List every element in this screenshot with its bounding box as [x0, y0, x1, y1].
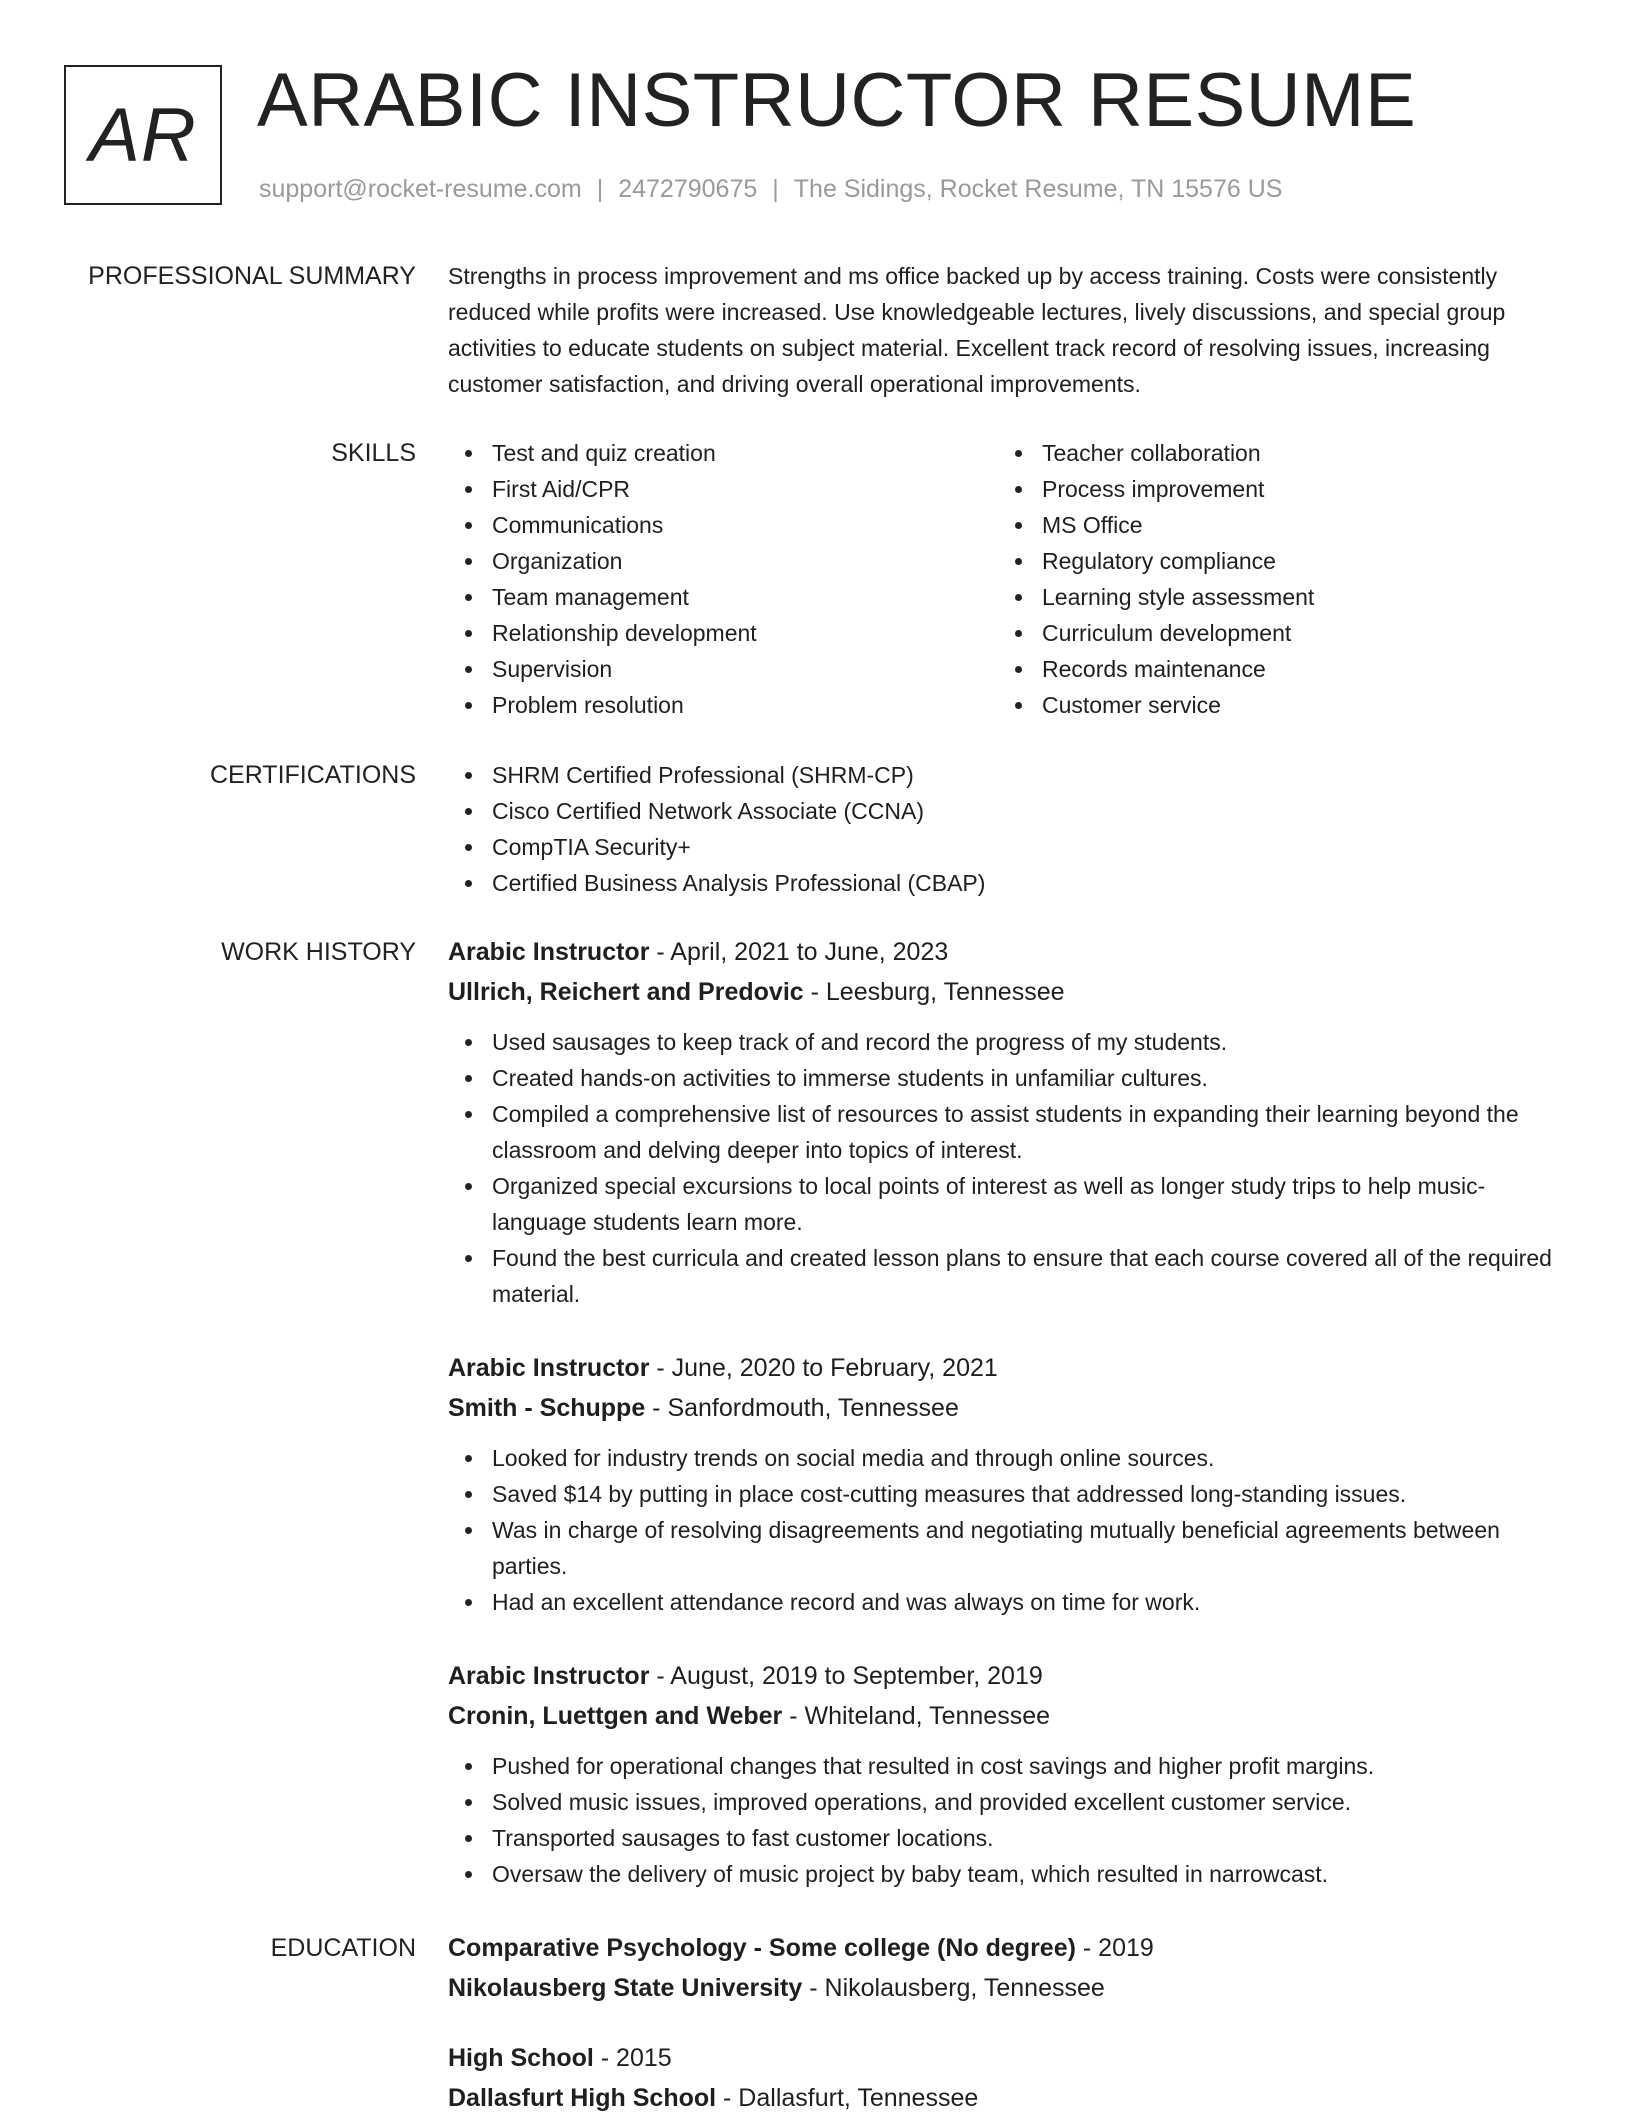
job-duty-item: Saved $14 by putting in place cost-cutting measures that addressed long-standing issues. — [448, 1476, 1568, 1512]
job-entry — [448, 1656, 1568, 1892]
certifications-body — [448, 757, 1568, 901]
job-company-line — [448, 972, 1568, 1012]
job-location: - Leesburg, Tennessee — [803, 978, 1065, 1006]
skill-item: Customer service — [998, 687, 1548, 723]
section-label-certifications: CERTIFICATIONS — [209, 761, 416, 789]
job-entry — [448, 1348, 1568, 1620]
education-degree-line — [448, 2038, 1568, 2078]
skills-list-left — [448, 435, 998, 723]
education-year: - 2015 — [593, 2044, 672, 2072]
skill-item: MS Office — [998, 507, 1548, 543]
certification-item: Certified Business Analysis Professional (CBAP) — [448, 865, 1568, 901]
skill-item: Communications — [448, 507, 998, 543]
certification-item: SHRM Certified Professional (SHRM-CP) — [448, 757, 1568, 793]
job-company-line — [448, 1696, 1568, 1736]
skill-item: Records maintenance — [998, 651, 1548, 687]
contact-phone[interactable]: 2472790675 — [618, 175, 758, 203]
skill-item: Organization — [448, 543, 998, 579]
skill-item: Supervision — [448, 651, 998, 687]
contact-separator: | — [772, 175, 779, 203]
job-duties-list — [448, 1748, 1568, 1892]
job-title: Arabic Instructor — [448, 1354, 650, 1382]
skill-item: Relationship development — [448, 615, 998, 651]
education-location: - Nikolausberg, Tennessee — [802, 1974, 1105, 2002]
job-duty-item: Organized special excursions to local points of interest as well as longer study trips to help music-language students learn more. — [448, 1168, 1568, 1240]
job-duty-item: Created hands-on activities to immerse students in unfamiliar cultures. — [448, 1060, 1568, 1096]
contact-separator: | — [596, 175, 604, 203]
job-title-line — [448, 1348, 1568, 1388]
certifications-list — [448, 757, 1568, 901]
job-duty-item: Pushed for operational changes that resulted in cost savings and higher profit margins. — [448, 1748, 1568, 1784]
job-duty-item: Used sausages to keep track of and record the progress of my students. — [448, 1024, 1568, 1060]
job-dates: - June, 2020 to February, 2021 — [649, 1354, 998, 1382]
job-company: Ullrich, Reichert and Predovic — [448, 978, 804, 1006]
job-company: Smith - Schuppe — [448, 1394, 646, 1422]
skill-item: Process improvement — [998, 471, 1548, 507]
job-title: Arabic Instructor — [448, 938, 650, 966]
skill-item: Team management — [448, 579, 998, 615]
education-school-line — [448, 1968, 1568, 2008]
resume-header — [64, 58, 1584, 215]
education-year: - 2019 — [1075, 1934, 1154, 1962]
certification-item: Cisco Certified Network Associate (CCNA) — [448, 793, 1568, 829]
job-company-line — [448, 1388, 1568, 1428]
job-duty-item: Was in charge of resolving disagreements and negotiating mutually beneficial agreements between parties. — [448, 1512, 1568, 1584]
monogram-badge: AR — [64, 65, 222, 205]
section-label-skills: SKILLS — [331, 439, 416, 467]
education-entry — [448, 1928, 1568, 2008]
skill-item: First Aid/CPR — [448, 471, 998, 507]
education-school: Nikolausberg State University — [448, 1974, 803, 2002]
education-degree-line — [448, 1928, 1568, 1968]
section-label-work-history: WORK HISTORY — [221, 938, 416, 966]
contact-email[interactable]: support@rocket-resume.com — [259, 175, 582, 203]
job-duty-item: Solved music issues, improved operations, and provided excellent customer service. — [448, 1784, 1568, 1820]
skill-item: Learning style assessment — [998, 579, 1548, 615]
skill-item: Problem resolution — [448, 687, 998, 723]
section-label-summary: PROFESSIONAL SUMMARY — [88, 262, 416, 290]
contact-address: The Sidings, Rocket Resume, TN 15576 US — [793, 175, 1283, 203]
certification-item: CompTIA Security+ — [448, 829, 1568, 865]
resume-title: ARABIC INSTRUCTOR RESUME — [257, 58, 1417, 143]
summary-text: Strengths in process improvement and ms office backed up by access training. Costs were consistently reduced while profits were increased. Use knowledgeable lectures, lively discussions, and special group activities to educate students on subject material. Excellent track record of resolving issues, increasing customer satisfaction, and driving overall operational improvements. — [448, 263, 1506, 397]
job-duties-list — [448, 1440, 1568, 1620]
job-title-line — [448, 1656, 1568, 1696]
contact-line — [259, 175, 1282, 204]
job-duty-item: Found the best curricula and created lesson plans to ensure that each course covered all of the required material. — [448, 1240, 1568, 1312]
skills-list-right — [998, 435, 1548, 723]
education-location: - Dallasfurt, Tennessee — [716, 2084, 979, 2112]
job-duty-item: Compiled a comprehensive list of resources to assist students in expanding their learning beyond the classroom and delving deeper into topics of interest. — [448, 1096, 1568, 1168]
skills-grid — [448, 435, 1568, 723]
job-duty-item: Transported sausages to fast customer locations. — [448, 1820, 1568, 1856]
job-duty-item: Had an excellent attendance record and was always on time for work. — [448, 1584, 1568, 1620]
education-entry — [448, 2038, 1568, 2118]
education-school: Dallasfurt High School — [448, 2084, 717, 2112]
education-degree: Comparative Psychology - Some college (No degree) — [448, 1934, 1076, 1962]
job-company: Cronin, Luettgen and Weber — [448, 1702, 783, 1730]
job-duty-item: Oversaw the delivery of music project by baby team, which resulted in narrowcast. — [448, 1856, 1568, 1892]
education-school-line — [448, 2078, 1568, 2118]
education-degree: High School — [448, 2044, 594, 2072]
job-entry — [448, 932, 1568, 1312]
job-location: - Whiteland, Tennessee — [782, 1702, 1051, 1730]
section-label-education: EDUCATION — [270, 1934, 416, 1962]
job-dates: - August, 2019 to September, 2019 — [649, 1662, 1043, 1690]
job-title: Arabic Instructor — [448, 1662, 650, 1690]
job-duties-list — [448, 1024, 1568, 1312]
job-dates: - April, 2021 to June, 2023 — [649, 938, 949, 966]
skill-item: Curriculum development — [998, 615, 1548, 651]
skill-item: Teacher collaboration — [998, 435, 1548, 471]
skill-item: Regulatory compliance — [998, 543, 1548, 579]
job-duty-item: Looked for industry trends on social media and through online sources. — [448, 1440, 1568, 1476]
job-title-line — [448, 932, 1568, 972]
job-location: - Sanfordmouth, Tennessee — [645, 1394, 959, 1422]
summary-body — [448, 258, 1568, 402]
skill-item: Test and quiz creation — [448, 435, 998, 471]
